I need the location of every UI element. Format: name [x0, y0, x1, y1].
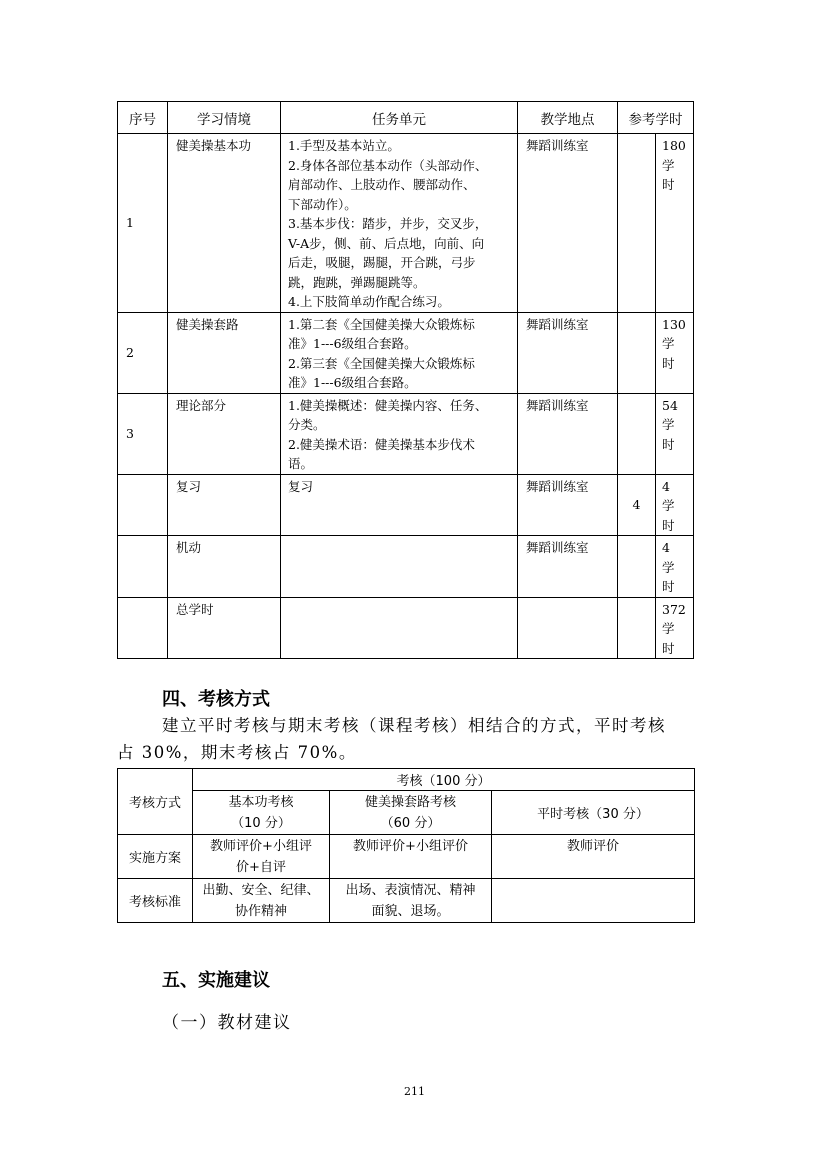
row-hours-mid [618, 134, 656, 313]
hours-line: 180 [662, 138, 686, 153]
task-line: 3.基本步伐：踏步，并步，交叉步， [288, 216, 488, 231]
course-schedule-table [117, 101, 694, 659]
row-place [518, 597, 618, 659]
row-number [118, 536, 168, 598]
task-line: 下部动作）。 [288, 196, 357, 212]
table-row [118, 393, 694, 474]
row-number [118, 597, 168, 659]
hours-line: 学 [662, 621, 675, 636]
assessment-table [117, 768, 695, 923]
task-line: 跳，跑跳，弹踢腿跳等。 [288, 274, 426, 290]
standard-routine [330, 879, 492, 923]
task-line: 语。 [288, 456, 314, 471]
hours-line: 130 [662, 316, 686, 332]
row-hours [656, 134, 694, 313]
task-line: 准》1---6级组合套路。 [288, 336, 417, 351]
col-routine-score: （60 分） [380, 816, 441, 831]
row-hours [656, 393, 694, 474]
hours-line: 54 [662, 397, 678, 413]
task-line: 分类。 [288, 417, 326, 432]
row-task-units [281, 474, 518, 536]
section5-subheading: （一）教材建议 [162, 1013, 292, 1033]
implementation-basic-line1: 教师评价+小组评 [210, 839, 312, 854]
row-hours-mid [618, 536, 656, 598]
col-basic-title: 基本功考核 [228, 795, 294, 810]
standard-basic-line1: 出勤、安全、纪律、 [202, 883, 320, 898]
row-situation: 复习 [168, 474, 281, 536]
table-row [118, 536, 694, 598]
standard-basic-line2: 协作精神 [234, 904, 287, 919]
hours-line: 时 [662, 355, 675, 371]
row-task-units [281, 393, 518, 474]
hours-line: 学 [662, 336, 675, 351]
row-task-units [281, 312, 518, 393]
task-line: 肩部动作、上肢动作、腰部动作、 [288, 177, 476, 192]
hours-line: 时 [662, 579, 675, 594]
col-basic-score: （10 分） [231, 816, 291, 831]
row-hours [656, 474, 694, 536]
row-task-units [281, 597, 518, 659]
header-no: 序号 [118, 102, 168, 134]
row-hours-mid [618, 393, 656, 474]
row-number [118, 474, 168, 536]
row-hours [656, 312, 694, 393]
assessment-col-daily: 平时考核（30 分） [492, 791, 695, 835]
row-situation: 健美操基本功 [168, 134, 281, 313]
hours-line: 372 [662, 601, 686, 617]
standard-routine-line2: 面貌、退场。 [371, 904, 450, 919]
task-line: 复习 [288, 478, 314, 494]
task-line: 2.健美操术语：健美操基本步伐术 [288, 436, 475, 452]
standard-routine-line1: 出场、表演情况、精神 [345, 883, 476, 898]
row-hours [656, 597, 694, 659]
assessment-col-basic [193, 791, 330, 835]
table-row [118, 474, 694, 536]
assessment-corner-label: 考核方式 [118, 769, 193, 835]
implementation-routine: 教师评价+小组评价 [330, 835, 492, 879]
row-place: 舞蹈训练室 [518, 393, 618, 474]
table-header-row [118, 102, 694, 134]
hours-line: 学 [662, 498, 675, 513]
hours-line: 学 [662, 417, 675, 432]
implementation-basic [193, 835, 330, 879]
table-row [118, 312, 694, 393]
hours-line: 时 [662, 177, 675, 192]
row-situation: 理论部分 [168, 393, 281, 474]
row-place: 舞蹈训练室 [518, 474, 618, 536]
task-line: V-A步，侧、前、后点地，向前、向 [288, 235, 485, 251]
task-line: 4.上下肢简单动作配合练习。 [288, 294, 450, 309]
header-place: 教学地点 [518, 102, 618, 134]
row-task-units [281, 536, 518, 598]
table-row [118, 597, 694, 659]
hours-line: 学 [662, 559, 675, 575]
task-line: 后走，吸腿，踢腿，开合跳，弓步 [288, 255, 476, 270]
section4-paragraph-line2: 占 30%，期末考核占 70%。 [117, 743, 357, 762]
task-line: 1.手型及基本站立。 [288, 138, 400, 153]
row-number: 3 [118, 393, 168, 474]
standard-daily [492, 879, 695, 923]
section5-heading: 五、实施建议 [162, 970, 270, 991]
implementation-basic-line2: 价+自评 [236, 860, 286, 875]
row-standard-label: 考核标准 [118, 879, 193, 923]
row-hours [656, 536, 694, 598]
row-number: 2 [118, 312, 168, 393]
task-line: 1.第二套《全国健美操大众锻炼标 [288, 316, 475, 332]
task-line: 1.健美操概述：健美操内容、任务、 [288, 397, 488, 413]
implementation-daily: 教师评价 [492, 835, 695, 879]
hours-line: 4 [662, 540, 670, 555]
section4-heading: 四、考核方式 [162, 689, 270, 710]
hours-line: 4 [662, 478, 670, 494]
hours-line: 时 [662, 640, 675, 656]
task-line: 准》1---6级组合套路。 [288, 375, 417, 390]
row-task-units [281, 134, 518, 313]
standard-basic [193, 879, 330, 923]
row-implementation-label: 实施方案 [118, 835, 193, 879]
row-number: 1 [118, 134, 168, 313]
task-line: 2.身体各部位基本动作（头部动作、 [288, 157, 488, 173]
col-routine-title: 健美操套路考核 [364, 795, 456, 810]
header-hours: 参考学时 [618, 102, 694, 134]
row-place: 舞蹈训练室 [518, 536, 618, 598]
row-situation: 机动 [168, 536, 281, 598]
row-hours-mid [618, 312, 656, 393]
row-place: 舞蹈训练室 [518, 312, 618, 393]
header-task: 任务单元 [281, 102, 518, 134]
page-number: 211 [404, 1085, 425, 1098]
assessment-col-routine [330, 791, 492, 835]
row-hours-mid: 4 [618, 474, 656, 536]
row-situation: 健美操套路 [168, 312, 281, 393]
row-hours-mid [618, 597, 656, 659]
assessment-total-header: 考核（100 分） [193, 769, 695, 791]
hours-line: 学 [662, 157, 675, 173]
row-situation: 总学时 [168, 597, 281, 659]
row-place: 舞蹈训练室 [518, 134, 618, 313]
hours-line: 时 [662, 517, 675, 533]
header-situation: 学习情境 [168, 102, 281, 134]
section4-paragraph-line1: 建立平时考核与期末考核（课程考核）相结合的方式，平时考核 [162, 716, 666, 735]
hours-line: 时 [662, 436, 675, 452]
task-line: 2.第三套《全国健美操大众锻炼标 [288, 355, 475, 371]
table-row [118, 134, 694, 313]
